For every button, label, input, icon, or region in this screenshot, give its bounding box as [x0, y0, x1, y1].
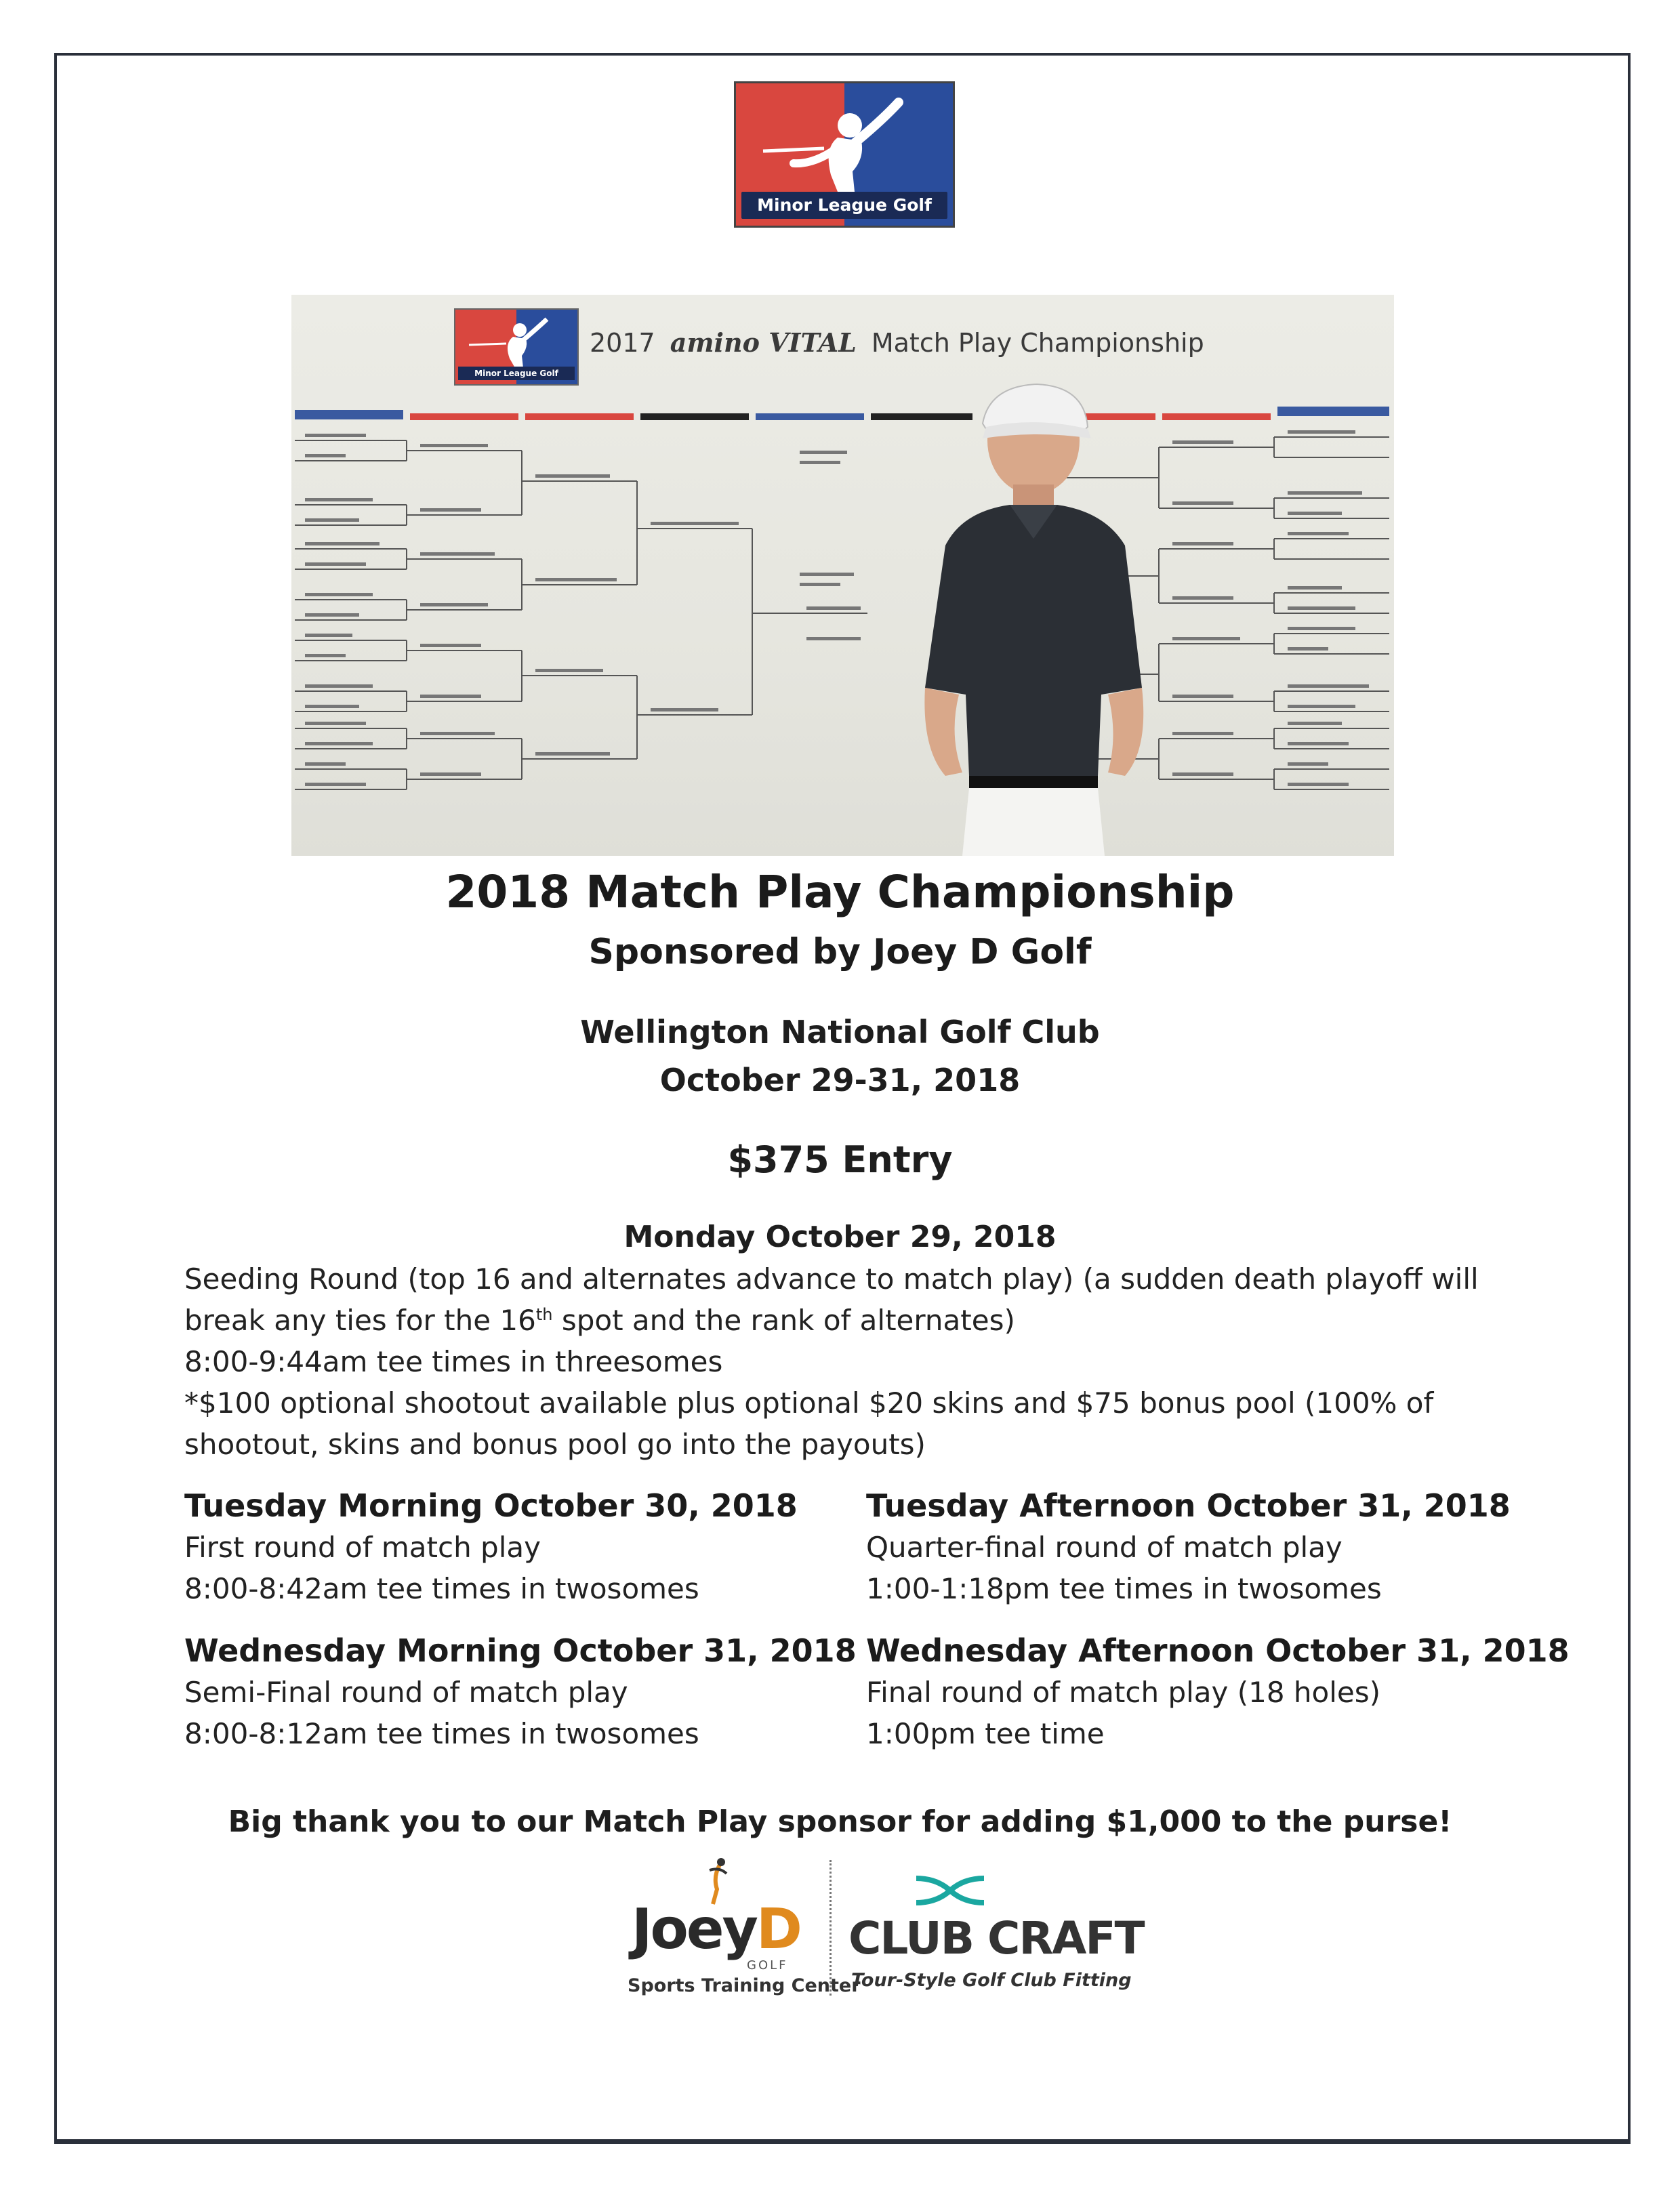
schedule-line: Semi-Final round of match play: [184, 1676, 628, 1709]
schedule-tuesday-afternoon: [866, 1485, 1511, 1609]
monday-line-1b-post: spot and the rank of alternates): [552, 1304, 1015, 1337]
schedule-line: 1:00pm tee time: [866, 1717, 1105, 1750]
joey-d-golf-logo: [625, 1857, 861, 1999]
schedule-heading: Tuesday Morning October 30, 2018: [184, 1487, 798, 1524]
monday-line-3a: *$100 optional shootout available plus optional $20 skins and $75 bonus pool (100% of: [184, 1386, 1434, 1420]
schedule-line: First round of match play: [184, 1531, 541, 1564]
championship-photo: [291, 295, 1394, 856]
joey-golf-label: GOLF: [747, 1958, 788, 1973]
page-title: 2018 Match Play Championship: [445, 866, 1235, 918]
club-craft-tagline: Tour-Style Golf Club Fitting: [851, 1970, 1132, 1991]
club-craft-wordmark: CLUB CRAFT: [848, 1912, 1144, 1964]
schedule-line: 1:00-1:18pm tee times in twosomes: [866, 1572, 1382, 1605]
schedule-line: 8:00-8:42am tee times in twosomes: [184, 1572, 699, 1605]
schedule-line: Final round of match play (18 holes): [866, 1676, 1380, 1709]
sponsor-divider: [829, 1860, 832, 1996]
schedule-heading: Wednesday Morning October 31, 2018: [184, 1632, 857, 1669]
schedule-wednesday-morning: [184, 1630, 857, 1754]
entry-fee: $375 Entry: [727, 1138, 953, 1181]
monday-line-2: 8:00-9:44am tee times in threesomes: [184, 1345, 723, 1378]
schedule-line: Quarter-final round of match play: [866, 1531, 1343, 1564]
club-craft-icon: [848, 1870, 1072, 1911]
monday-details: [184, 1258, 1506, 1465]
monday-heading: Monday October 29, 2018: [623, 1220, 1057, 1254]
page-subtitle: Sponsored by Joey D Golf: [588, 932, 1092, 972]
sponsor-thanks: Big thank you to our Match Play sponsor for adding $1,000 to the purse!: [228, 1804, 1452, 1839]
monday-line-3b: shootout, skins and bonus pool go into the payouts): [184, 1428, 926, 1461]
schedule-heading: Wednesday Afternoon October 31, 2018: [866, 1632, 1570, 1669]
schedule-line: 8:00-8:12am tee times in twosomes: [184, 1717, 699, 1750]
joey-d-wordmark: [632, 1897, 800, 1962]
banner-logo: [454, 308, 579, 386]
venue: Wellington National Golf Club: [580, 1014, 1100, 1050]
banner-year: 2017: [590, 328, 655, 358]
joey-tagline: Sports Training Center: [628, 1975, 861, 1996]
club-craft-logo: [848, 1870, 1144, 2006]
schedule-heading: Tuesday Afternoon October 31, 2018: [866, 1487, 1511, 1524]
monday-line-1b: [184, 1300, 1506, 1341]
minor-league-golf-logo: [734, 81, 955, 228]
monday-line-1a: Seeding Round (top 16 and alternates advance to match play) (a sudden death playoff will: [184, 1262, 1479, 1296]
joey-name-b: D: [756, 1897, 800, 1962]
banner-title-text: Match Play Championship: [871, 328, 1204, 358]
photo-banner: [454, 308, 1204, 378]
event-dates: October 29-31, 2018: [659, 1062, 1021, 1098]
banner-brand: amino VITAL: [670, 327, 857, 358]
logo-text: Minor League Golf: [741, 192, 947, 219]
banner-title: [590, 327, 1204, 358]
monday-line-1b-sup: th: [535, 1305, 553, 1324]
banner-logo-text: Minor League Golf: [458, 367, 575, 380]
joey-name-a: Joey: [632, 1897, 756, 1962]
schedule-wednesday-afternoon: [866, 1630, 1570, 1754]
schedule-tuesday-morning: [184, 1485, 798, 1609]
monday-line-1b-pre: break any ties for the 16: [184, 1304, 536, 1337]
golfer-figure: [881, 376, 1179, 856]
